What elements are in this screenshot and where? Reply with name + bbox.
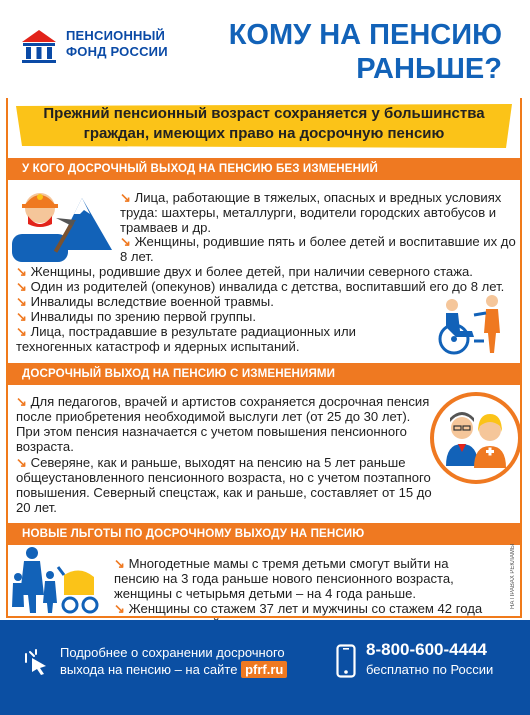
section2-item-1: ↘ Для педагогов, врачей и артистов сохраняется досрочная пенсия после приобретения необходимой выслуги лет (от 25 до 30 лет). При этом пенсия назначается с учетом повышения пенсионного возраста. <box>16 394 430 454</box>
pfr-logo-icon <box>20 28 58 64</box>
org-name-line2: ФОНД РОССИИ <box>66 44 168 59</box>
page-title <box>196 18 502 86</box>
worker-mountain-illustration <box>12 180 112 262</box>
section2-item-2: ↘ Северяне, как и раньше, выходят на пенсию на 5 лет раньше общеустановленного пенсионного возраста, но с учетом поэтапного повышения. Северный спецстаж, как и раньше, составляет от 15 до 20 лет. <box>16 455 432 515</box>
page-title-line1: КОМУ НА ПЕНСИЮ <box>228 19 502 51</box>
site-link[interactable]: pfrf.ru <box>241 661 287 678</box>
section1-item-6: ↘ Инвалиды по зрению первой группы. <box>16 309 256 324</box>
section3-heading: НОВЫЕ ЛЬГОТЫ ПО ДОСРОЧНОМУ ВЫХОДУ НА ПЕНСИЮ <box>8 523 520 545</box>
section1-heading: У КОГО ДОСРОЧНЫЙ ВЫХОД НА ПЕНСИЮ БЕЗ ИЗМЕНЕНИЙ <box>8 158 520 180</box>
hotline-phone[interactable]: 8-800-600-4444 <box>366 640 487 659</box>
intro-banner <box>6 98 522 154</box>
org-name-line1: ПЕНСИОННЫЙ <box>66 28 166 43</box>
section1-item-7: ↘ Лица, пострадавшие в результате радиационных или техногенных катастроф и ядерных испытаний. <box>16 324 356 354</box>
footer-text-line2: выхода на пенсию – на сайте <box>60 662 238 677</box>
section3-item-2: ↘ Женщины со стажем 37 лет и мужчины со стажем 42 года <box>114 601 483 616</box>
section1-item-5: ↘ Инвалиды вследствие военной травмы. <box>16 294 274 309</box>
section1-item-4: ↘ Один из родителей (опекунов) инвалида с детства, воспитавший его до 8 лет. <box>16 279 505 294</box>
section1-item-3: ↘ Женщины, родившие двух и более детей, при наличии северного стажа. <box>16 264 473 279</box>
section1-item-1: ↘ Лица, работающие в тяжелых, опасных и вредных условиях труда: шахтеры, металлурги, водители городских автобусов и трамваев и др. <box>120 190 502 235</box>
doctors-illustration <box>430 392 522 484</box>
section3-item-1: ↘ Многодетные мамы с тремя детьми смогут выйти на пенсию на 3 года раньше нового пенсионного возраста, женщины с четырьмя детьми – на 4 года раньше. <box>114 556 454 601</box>
hotline-note: бесплатно по России <box>366 662 494 677</box>
header <box>0 0 530 100</box>
mobile-phone-icon <box>336 644 356 678</box>
banner-line1: Прежний пенсионный возраст сохраняется у большинства <box>43 105 485 122</box>
family-stroller-illustration <box>10 545 102 615</box>
footer-text-line1: Подробнее о сохранении досрочного <box>60 645 285 660</box>
ad-disclaimer: НА ПРАВАХ РЕКЛАМЫ <box>510 543 516 609</box>
banner-line2: граждан, имеющих право на досрочную пенсию <box>83 125 445 142</box>
section1-item-2: ↘ Женщины, родившие пять и более детей и воспитавшие их до 8 лет. <box>120 234 516 264</box>
page-title-line2: РАНЬШЕ? <box>356 53 502 85</box>
wheelchair-illustration <box>430 293 516 355</box>
pfr-logo <box>20 22 190 72</box>
info-cursor-icon <box>22 648 50 676</box>
footer-info <box>60 644 310 678</box>
section2-heading: ДОСРОЧНЫЙ ВЫХОД НА ПЕНСИЮ С ИЗМЕНЕНИЯМИ <box>8 363 520 385</box>
